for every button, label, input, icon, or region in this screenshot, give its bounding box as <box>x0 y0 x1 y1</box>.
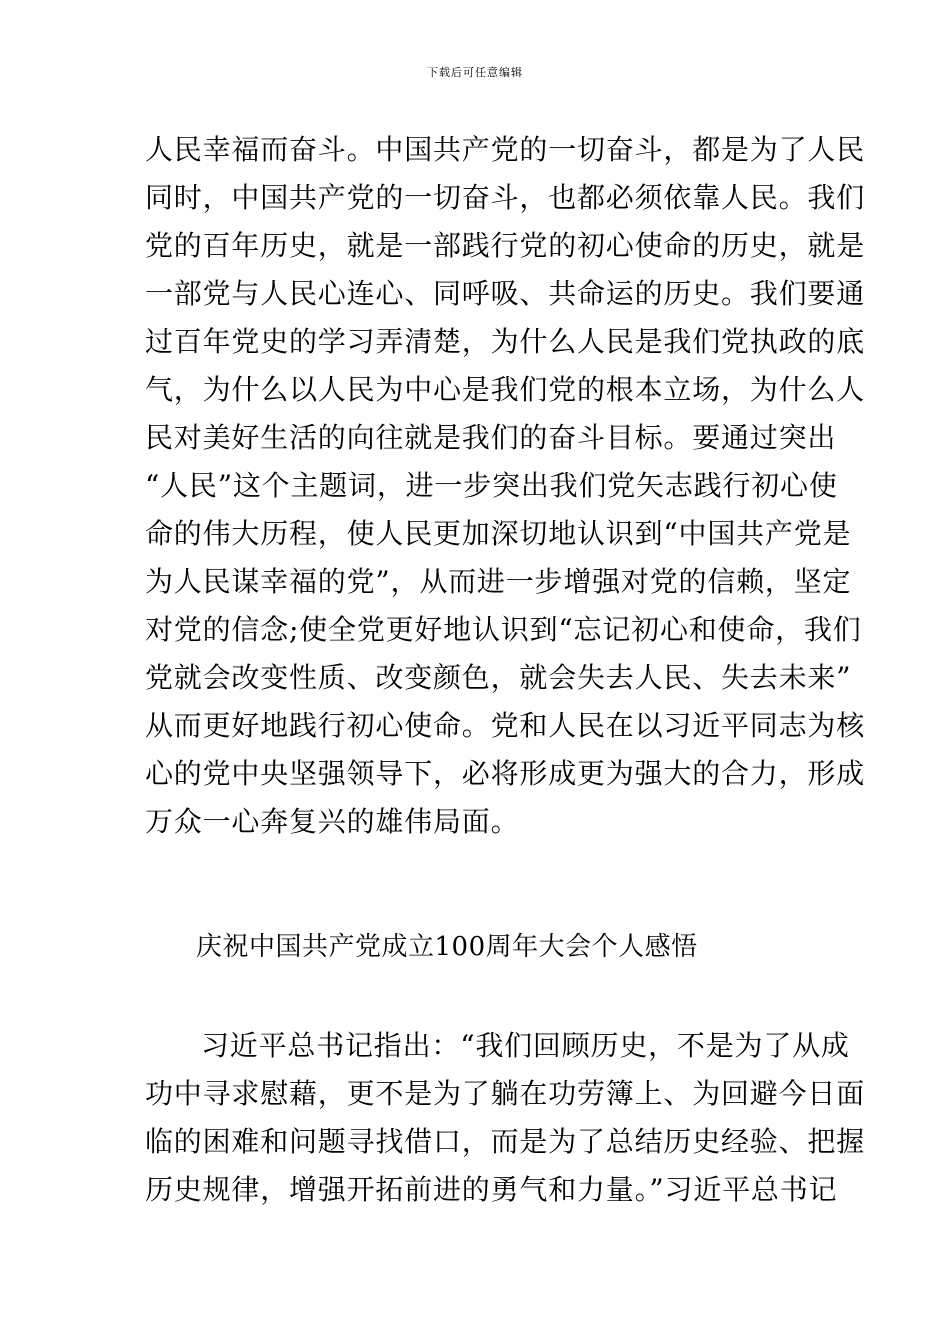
paragraph-line: 习近平总书记指出：“我们回顾历史，不是为了从成 <box>201 1029 850 1062</box>
paragraph-line: 临的困难和问题寻找借口，而是为了总结历史经验、把握 <box>145 1125 866 1158</box>
paragraph-line: 气，为什么以人民为中心是我们党的根本立场，为什么人 <box>145 373 866 406</box>
paragraph-line: 民对美好生活的向往就是我们的奋斗目标。要通过突出 <box>145 421 837 454</box>
paragraph-line: 过百年党史的学习弄清楚，为什么人民是我们党执政的底 <box>145 325 866 358</box>
paragraph-line: 党就会改变性质、改变颜色，就会失去人民、失去未来” <box>145 661 852 694</box>
paragraph-line: 一部党与人民心连心、同呼吸、共命运的历史。我们要通 <box>145 277 866 310</box>
paragraph-line: 命的伟大历程，使人民更加深切地认识到“中国共产党是 <box>145 517 852 550</box>
paragraph-line: 同时，中国共产党的一切奋斗，也都必须依靠人民。我们 <box>145 181 866 214</box>
paragraph-line: 从而更好地践行初心使命。党和人民在以习近平同志为核 <box>145 709 866 742</box>
paragraph-line: 为人民谋幸福的党”，从而进一步增强对党的信赖，坚定 <box>145 565 852 598</box>
paragraph-line: 对党的信念;使全党更好地认识到“忘记初心和使命，我们 <box>145 613 862 646</box>
paragraph-line: 党的百年历史，就是一部践行党的初心使命的历史，就是 <box>145 229 866 262</box>
paragraph-line: 心的党中央坚强领导下，必将形成更为强大的合力，形成 <box>145 757 866 790</box>
paragraph-line: “人民”这个主题词，进一步突出我们党矢志践行初心使 <box>145 469 838 502</box>
paragraph-line: 人民幸福而奋斗。中国共产党的一切奋斗，都是为了人民 <box>145 133 866 166</box>
section-title: 庆祝中国共产党成立100周年大会个人感悟 <box>196 932 698 962</box>
page-header-note: 下载后可任意编辑 <box>427 66 523 79</box>
body-paragraph-1 <box>145 126 866 846</box>
paragraph-line: 功中寻求慰藉，更不是为了躺在功劳簿上、为回避今日面 <box>145 1077 866 1110</box>
paragraph-line: 历史规律，增强开拓前进的勇气和力量。”习近平总书记 <box>145 1173 838 1206</box>
paragraph-line: 万众一心奔复兴的雄伟局面。 <box>145 805 520 838</box>
body-paragraph-2 <box>145 1022 866 1214</box>
